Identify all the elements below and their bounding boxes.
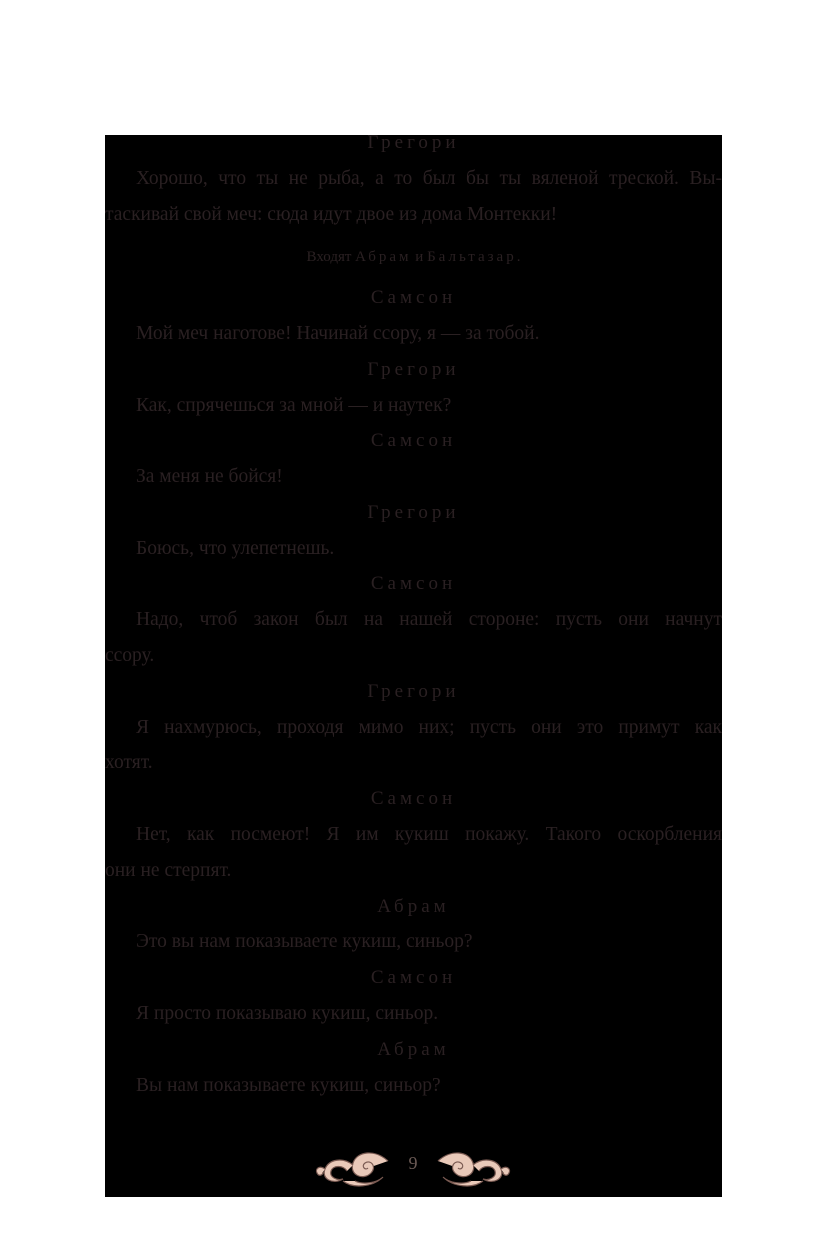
speaker-name: Грегори [367, 502, 460, 523]
scroll-flourish-icon [313, 1147, 391, 1191]
dialogue-line: Я просто показываю кукиш, синьор. [136, 1003, 439, 1024]
dialogue-line: Мой меч наготове! Начинай ссору, я — за тобой. [136, 323, 540, 344]
stage-direction-text: Входят [306, 249, 356, 265]
dialogue-line: таскивай свой меч: сюда идут двое из дома Монтекки! [105, 204, 558, 225]
speaker-name: Самсон [370, 788, 457, 809]
speaker-name: Самсон [370, 573, 457, 594]
dialogue-line: Как, спрячешься за мной — и наутек? [136, 395, 452, 416]
speaker-name: Грегори [367, 681, 460, 702]
dialogue-line: они не стерпят. [105, 860, 232, 881]
dialogue-line: Я нахмурюсь, проходя мимо них; пусть они это примут как [136, 717, 722, 738]
dialogue-line: Это вы нам показываете кукиш, синьор? [136, 931, 473, 952]
speaker-name: Абрам [377, 1039, 450, 1060]
dialogue-line: Боюсь, что улепетнешь. [136, 538, 335, 559]
dialogue-line: За меня не бойся! [136, 466, 283, 487]
dialogue-line: Вы нам показываете кукиш, синьор? [136, 1075, 441, 1096]
speaker-name: Грегори [367, 132, 460, 153]
speaker-name: Самсон [370, 287, 457, 308]
dialogue-line: Нет, как посмеют! Я им кукиш покажу. Такого оскорбления [136, 824, 722, 845]
speaker-name: Грегори [367, 359, 460, 380]
dialogue-line: Хорошо, что ты не рыба, а то был бы ты вяленой треской. Вы- [136, 168, 722, 189]
speaker-name: Самсон [370, 967, 457, 988]
dialogue-line: хотят. [105, 752, 153, 773]
scroll-flourish-icon [435, 1147, 513, 1191]
stage-direction [105, 239, 722, 275]
speaker-name: Абрам [377, 896, 450, 917]
page-number: 9 [408, 1153, 418, 1173]
speaker-name: Самсон [370, 430, 457, 451]
dialogue-line: ссору. [105, 645, 155, 666]
stage-direction-text: . [516, 249, 521, 265]
page-footer [105, 1147, 722, 1191]
stage-direction-text: и [411, 249, 428, 265]
stage-direction-name: Абрам [355, 249, 412, 265]
stage-direction-name: Бальтазар [427, 249, 517, 265]
book-page [105, 132, 722, 1197]
dialogue-line: Надо, чтоб закон был на нашей стороне: пусть они начнут [136, 609, 722, 630]
